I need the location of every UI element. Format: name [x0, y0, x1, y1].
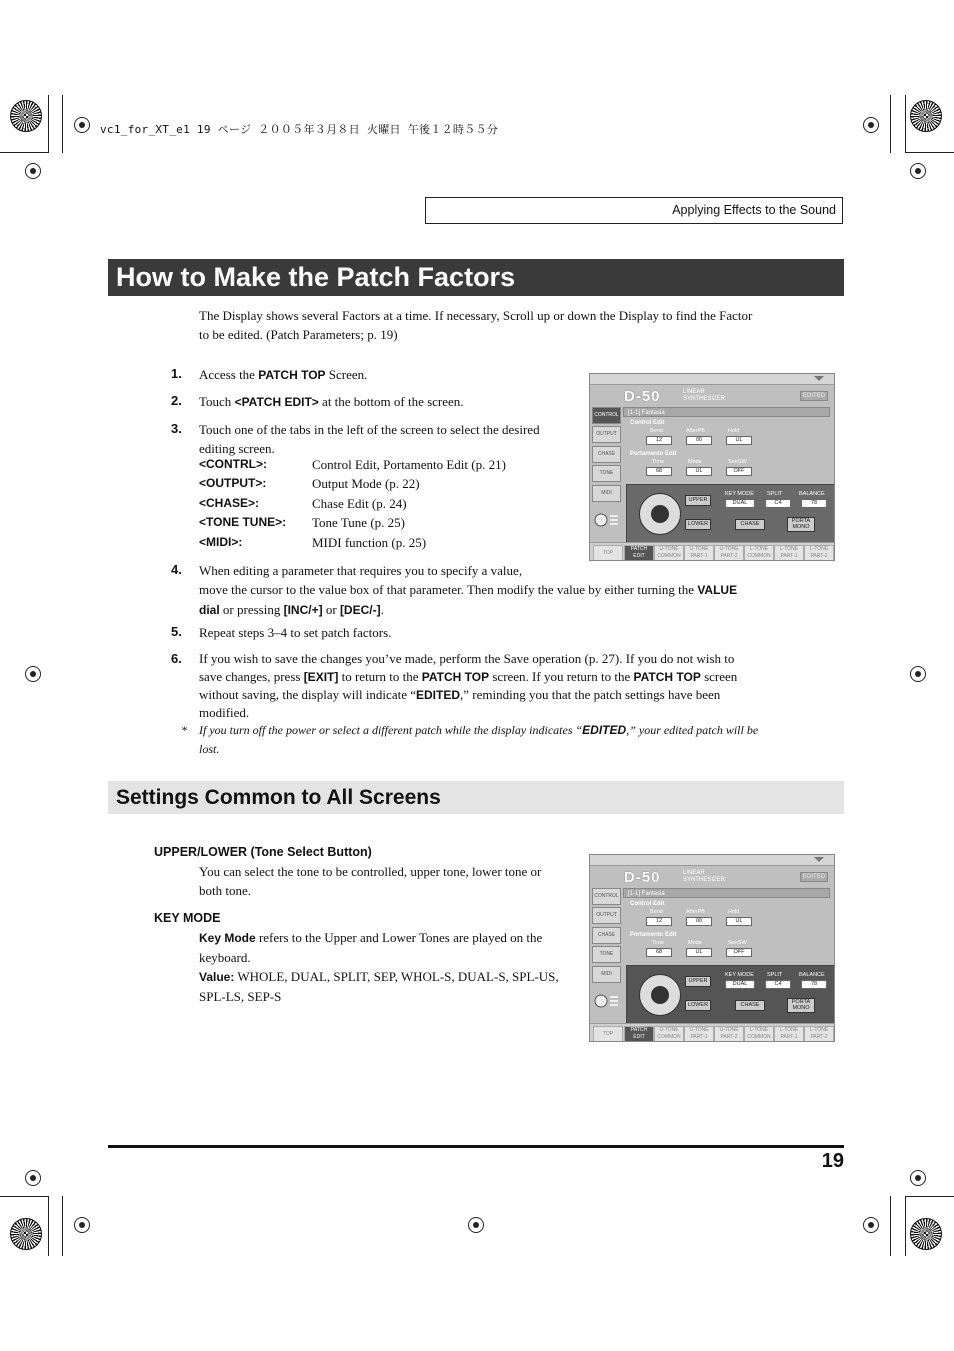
portamento-edit-label: Portamento Edit [630, 932, 677, 938]
bottom-tab-l-tone-part1: L-TONE PART-1 [774, 545, 804, 561]
bottom-tab-u-tone-part2: U-TONE PART-2 [714, 1026, 744, 1042]
registration-mark [910, 666, 926, 682]
step-text: save changes, press [199, 669, 304, 684]
step-text: move the cursor to the value box of that parameter. Then modify the value by either turning the [199, 582, 698, 597]
split-value: C4 [765, 980, 791, 989]
registration-mark [863, 1217, 879, 1233]
step-5: Repeat steps 3–4 to set patch factors. [199, 625, 392, 640]
crop-line [0, 1196, 48, 1197]
tab-desc: Chase Edit (p. 24) [312, 495, 407, 511]
bottom-tab-u-tone-part2: U-TONE PART-2 [714, 545, 744, 561]
sw-label: SeeSW [728, 459, 747, 465]
crop-line [62, 1196, 63, 1256]
bottom-tab-u-tone-common: U-TONE COMMON [654, 545, 684, 561]
afterpb-label: AfterPB [686, 428, 705, 434]
mode-label: Mode [688, 940, 702, 946]
joystick-icon [639, 493, 681, 535]
step-text: modified. [199, 705, 250, 720]
step-keyword: [EXIT] [303, 670, 339, 684]
tab-midi: MIDI [592, 485, 621, 502]
crop-line [890, 1196, 891, 1256]
step-number: 6. [171, 651, 182, 666]
tab-desc: MIDI function (p. 25) [312, 534, 427, 550]
step-keyword: PATCH TOP [421, 670, 490, 684]
sw-label: SeeSW [728, 940, 747, 946]
text-line: keyboard. [199, 950, 251, 965]
bend-label: Bend [650, 909, 663, 915]
step-number: 5. [171, 624, 182, 639]
step-keyword: PATCH TOP [633, 670, 701, 684]
tone-select-panel [626, 484, 835, 544]
section-title: Settings Common to All Screens [116, 786, 441, 809]
mode-value: UL [686, 467, 712, 476]
chase-button: CHASE [735, 1000, 765, 1011]
step-number: 4. [171, 562, 182, 577]
step-3 [199, 420, 579, 458]
bottom-tab-l-tone-part2: L-TONE PART-2 [804, 1026, 834, 1042]
step-text: without saving, the display will indicate “ [199, 687, 416, 702]
afterpb-label: AfterPB [686, 909, 705, 915]
key-mode-heading: KEY MODE [154, 911, 221, 925]
bend-value: 12 [646, 917, 672, 926]
section-label: Applying Effects to the Sound [672, 203, 836, 217]
tab-tone-tune: TONE [592, 946, 621, 963]
step-text: or pressing [219, 602, 284, 617]
registration-mark [910, 163, 926, 179]
time-label: Time [652, 940, 665, 946]
tab-desc: Control Edit, Portamento Edit (p. 21) [312, 457, 506, 472]
tab-row [199, 474, 579, 493]
text-line: SPL-LS, SEP-S [199, 989, 282, 1004]
tone-select-panel [626, 965, 835, 1025]
afterpb-value: 00 [686, 436, 712, 445]
portamento-edit-label: Portamento Edit [630, 451, 677, 457]
patch-name: [1-1] Fantasia [623, 407, 830, 417]
split-value: C4 [765, 499, 791, 508]
upper-lower-text [199, 862, 579, 900]
note-keyword: EDITED [582, 723, 627, 737]
main-heading-bar [108, 259, 844, 296]
screen-bottom-tabs [590, 542, 834, 561]
bend-value: 12 [646, 436, 672, 445]
step-text: If you wish to save the changes you’ve made, perform the Save operation (p. 27). If you do not wish to [199, 651, 735, 666]
balance-label: BALANCE [799, 491, 825, 497]
bottom-tab-top: TOP [593, 545, 623, 561]
step-keyword: [DEC/-] [339, 603, 381, 617]
bottom-tab-u-tone-part1: U-TONE PART-1 [684, 545, 714, 561]
balance-value: 78 [801, 499, 827, 508]
joystick-icon [639, 974, 681, 1016]
step-text: ,” reminding you that the patch settings have been [460, 687, 721, 702]
text-keyword: Key Mode [199, 931, 256, 945]
tab-key: <TONE TUNE>: [199, 515, 287, 530]
control-edit-label: Control Edit [630, 901, 665, 907]
tab-key: <OUTPUT>: [199, 476, 267, 491]
step-keyword: dial [199, 603, 220, 617]
bottom-tab-patch-edit: PATCH EDIT [624, 545, 654, 561]
text-line: You can select the tone to be controlled, upper tone, lower tone or [199, 864, 542, 879]
tab-chase: CHASE [592, 927, 621, 944]
tab-output: OUTPUT [592, 426, 621, 443]
step-keyword: VALUE [697, 583, 738, 597]
bottom-tab-patch-edit: PATCH EDIT [624, 1026, 654, 1042]
tab-row [199, 455, 579, 474]
text-keyword: Value: [199, 970, 235, 984]
registration-mark [25, 666, 41, 682]
time-value: 68 [646, 467, 672, 476]
step-text: to return to the [338, 669, 422, 684]
tab-midi: MIDI [592, 966, 621, 983]
tab-row [199, 494, 579, 513]
d50-logo: D-50 [624, 869, 661, 886]
tab-key: <CONTRL>: [199, 457, 268, 471]
bend-label: Bend [650, 428, 663, 434]
tab-list [199, 455, 579, 552]
crop-line [906, 152, 954, 153]
tab-tone-tune: TONE [592, 465, 621, 482]
step-4 [199, 561, 809, 620]
mode-label: Mode [688, 459, 702, 465]
porta-mono-button: PORTA MONO [787, 998, 815, 1013]
tab-control: CONTROL [592, 407, 621, 424]
step-number: 3. [171, 421, 182, 436]
tab-row [199, 533, 579, 552]
crop-line [0, 152, 48, 153]
afterpb-value: 00 [686, 917, 712, 926]
disk-icon [594, 992, 620, 1010]
text-line: WHOLE, DUAL, SPLIT, SEP, WHOL-S, DUAL-S, SPL-US, [234, 969, 559, 984]
bottom-tab-u-tone-common: U-TONE COMMON [654, 1026, 684, 1042]
d50-screen-image [589, 373, 835, 561]
registration-mark [74, 117, 90, 133]
intro-line: to be edited. (Patch Parameters; p. 19) [199, 327, 398, 342]
screen-top-bar [590, 855, 834, 866]
balance-value: 78 [801, 980, 827, 989]
mode-value: UL [686, 948, 712, 957]
step-text: When editing a parameter that requires you to specify a value, [199, 563, 523, 578]
step-text: screen. If you return to the [489, 669, 634, 684]
sw-value: OFF [726, 948, 752, 957]
subheading-bar [108, 781, 844, 814]
step-6 [199, 650, 819, 722]
bottom-tab-l-tone-part2: L-TONE PART-2 [804, 545, 834, 561]
control-edit-label: Control Edit [630, 420, 665, 426]
step-text: Screen. [325, 367, 368, 382]
tab-row [199, 513, 579, 532]
text-line: refers to the Upper and Lower Tones are played on the [255, 930, 543, 945]
note-mark: * [181, 723, 187, 737]
crop-line [62, 95, 63, 153]
scroll-down-icon [814, 376, 824, 381]
step-keyword: EDITED [416, 688, 461, 702]
intro-line: The Display shows several Factors at a time. If necessary, Scroll up or down the Display to find the Factor [199, 308, 753, 323]
tab-key: <MIDI>: [199, 534, 243, 549]
upper-button: UPPER [685, 976, 711, 987]
step-number: 1. [171, 366, 182, 381]
key-mode-text [199, 928, 584, 1006]
section-label-box [425, 197, 843, 224]
registration-mark [910, 1170, 926, 1186]
sunburst-mark-bottom-left [10, 1218, 42, 1250]
sunburst-mark-bottom-right [910, 1218, 942, 1250]
step-text: . [380, 602, 384, 617]
lower-button: LOWER [685, 1000, 711, 1011]
sw-value: OFF [726, 467, 752, 476]
chase-button: CHASE [735, 519, 765, 530]
step-text: at the bottom of the screen. [318, 394, 464, 409]
balance-label: BALANCE [799, 972, 825, 978]
lower-button: LOWER [685, 519, 711, 530]
disk-icon [594, 511, 620, 529]
upper-button: UPPER [685, 495, 711, 506]
bottom-tab-l-tone-common: L-TONE COMMON [744, 545, 774, 561]
edited-indicator: EDITED [800, 391, 828, 401]
bottom-tab-u-tone-part1: U-TONE PART-1 [684, 1026, 714, 1042]
keymode-value: DUAL [725, 499, 755, 508]
registration-mark [468, 1217, 484, 1233]
crop-line [48, 1196, 49, 1256]
intro-paragraph [199, 306, 809, 344]
step-text: Touch [199, 394, 235, 409]
logo-subtitle: LINEAR SYNTHESIZER [683, 870, 726, 883]
hold-label: Hold [728, 909, 740, 915]
tab-desc: Tone Tune (p. 25) [312, 515, 405, 531]
step-text: screen [700, 669, 738, 684]
print-header: vc1_for_XT_e1 19 ページ ２００５年３月８日 火曜日 午後１２時５５分 [100, 123, 499, 136]
edited-indicator: EDITED [800, 872, 828, 882]
crop-line [906, 1196, 954, 1197]
time-label: Time [652, 459, 665, 465]
note-text [199, 721, 809, 759]
tab-control: CONTROL [592, 888, 621, 905]
hold-value: UL [726, 917, 752, 926]
logo-subtitle: LINEAR SYNTHESIZER [683, 389, 726, 402]
note-line: If you turn off the power or select a different patch while the display indicates “ [199, 723, 583, 737]
bottom-tab-l-tone-common: L-TONE COMMON [744, 1026, 774, 1042]
step-2 [199, 392, 464, 412]
crop-line [905, 95, 906, 153]
keymode-value: DUAL [725, 980, 755, 989]
registration-mark [25, 1170, 41, 1186]
bottom-tab-top: TOP [593, 1026, 623, 1042]
registration-mark [25, 163, 41, 179]
tab-desc: Output Mode (p. 22) [312, 476, 420, 492]
sunburst-mark-top-left [10, 100, 42, 132]
bottom-tab-l-tone-part1: L-TONE PART-1 [774, 1026, 804, 1042]
hold-label: Hold [728, 428, 740, 434]
porta-mono-button: PORTA MONO [787, 517, 815, 532]
step-1 [199, 365, 367, 385]
registration-mark [863, 117, 879, 133]
page-title: How to Make the Patch Factors [116, 262, 516, 292]
tab-chase: CHASE [592, 446, 621, 463]
screen-top-bar [590, 374, 834, 385]
step-keyword: <PATCH EDIT> [234, 395, 319, 409]
step-keyword: [INC/+] [283, 603, 323, 617]
step-text: Touch one of the tabs in the left of the screen to select the desired [199, 422, 540, 437]
sunburst-mark-top-right [910, 100, 942, 132]
d50-screen-image [589, 854, 835, 1042]
upper-lower-heading: UPPER/LOWER (Tone Select Button) [154, 845, 372, 859]
split-label: SPLIT [767, 491, 783, 497]
split-label: SPLIT [767, 972, 783, 978]
note-line: ,” your edited patch will be [626, 723, 759, 737]
tab-output: OUTPUT [592, 907, 621, 924]
note-line: lost. [199, 742, 220, 756]
crop-line [905, 1196, 906, 1256]
page-number: 19 [821, 1150, 844, 1172]
screen-bottom-tabs [590, 1023, 834, 1042]
time-value: 68 [646, 948, 672, 957]
registration-mark [74, 1217, 90, 1233]
keymode-label: KEY MODE [725, 972, 754, 978]
scroll-down-icon [814, 857, 824, 862]
step-text: Access the [199, 367, 259, 382]
d50-logo: D-50 [624, 388, 661, 405]
keymode-label: KEY MODE [725, 491, 754, 497]
footer-rule [108, 1145, 844, 1148]
step-text: editing screen. [199, 441, 275, 456]
step-text: or [322, 602, 340, 617]
tab-key: <CHASE>: [199, 495, 260, 510]
text-line: both tone. [199, 883, 251, 898]
crop-line [890, 95, 891, 153]
crop-line [48, 95, 49, 153]
hold-value: UL [726, 436, 752, 445]
patch-name: [1-1] Fantasia [623, 888, 830, 898]
step-number: 2. [171, 393, 182, 408]
step-keyword: PATCH TOP [258, 368, 326, 382]
